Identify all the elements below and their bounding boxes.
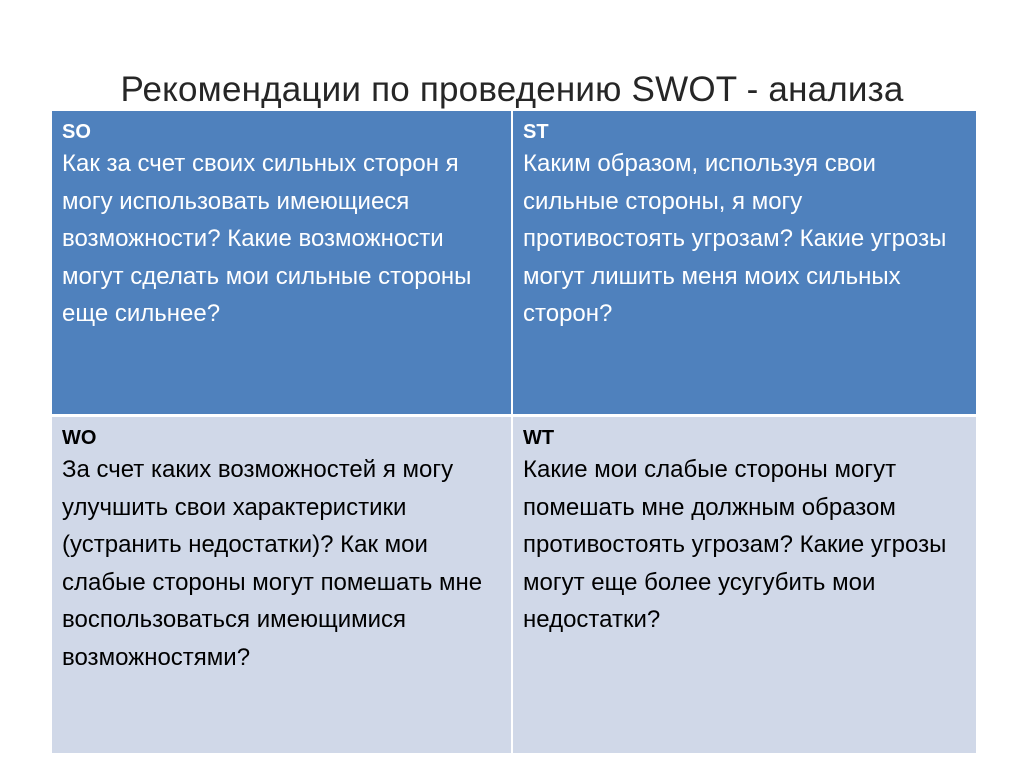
swot-cell-st xyxy=(513,111,976,417)
swot-cell-wt xyxy=(513,417,976,753)
cell-text-so: Как за счет своих сильных сторон я могу использовать имеющиеся возможности? Какие возможности могут сделать мои сильные стороны еще сильнее? xyxy=(62,150,472,327)
slide-title: Рекомендации по проведению SWOT - анализа xyxy=(120,70,904,109)
swot-cell-wo xyxy=(52,417,513,753)
swot-table xyxy=(52,111,976,753)
cell-text-st: Каким образом, используя свои сильные стороны, я могу противостоять угрозам? Какие угрозы могут лишить меня моих сильных сторон? xyxy=(523,150,947,327)
cell-code-wo: WO xyxy=(62,427,97,449)
cell-code-st: ST xyxy=(523,121,549,143)
cell-code-so: SO xyxy=(62,121,91,143)
swot-cell-so xyxy=(52,111,513,417)
cell-text-wt: Какие мои слабые стороны могут помешать мне должным образом противостоять угрозам? Какие угрозы могут еще более усугубить мои недостатки? xyxy=(523,456,947,633)
cell-text-wo: За счет каких возможностей я могу улучшить свои характеристики (устранить недостатки)? Как мои слабые стороны могут помешать мне воспользоваться имеющимися возможностями? xyxy=(62,456,483,671)
cell-code-wt: WT xyxy=(523,427,555,449)
